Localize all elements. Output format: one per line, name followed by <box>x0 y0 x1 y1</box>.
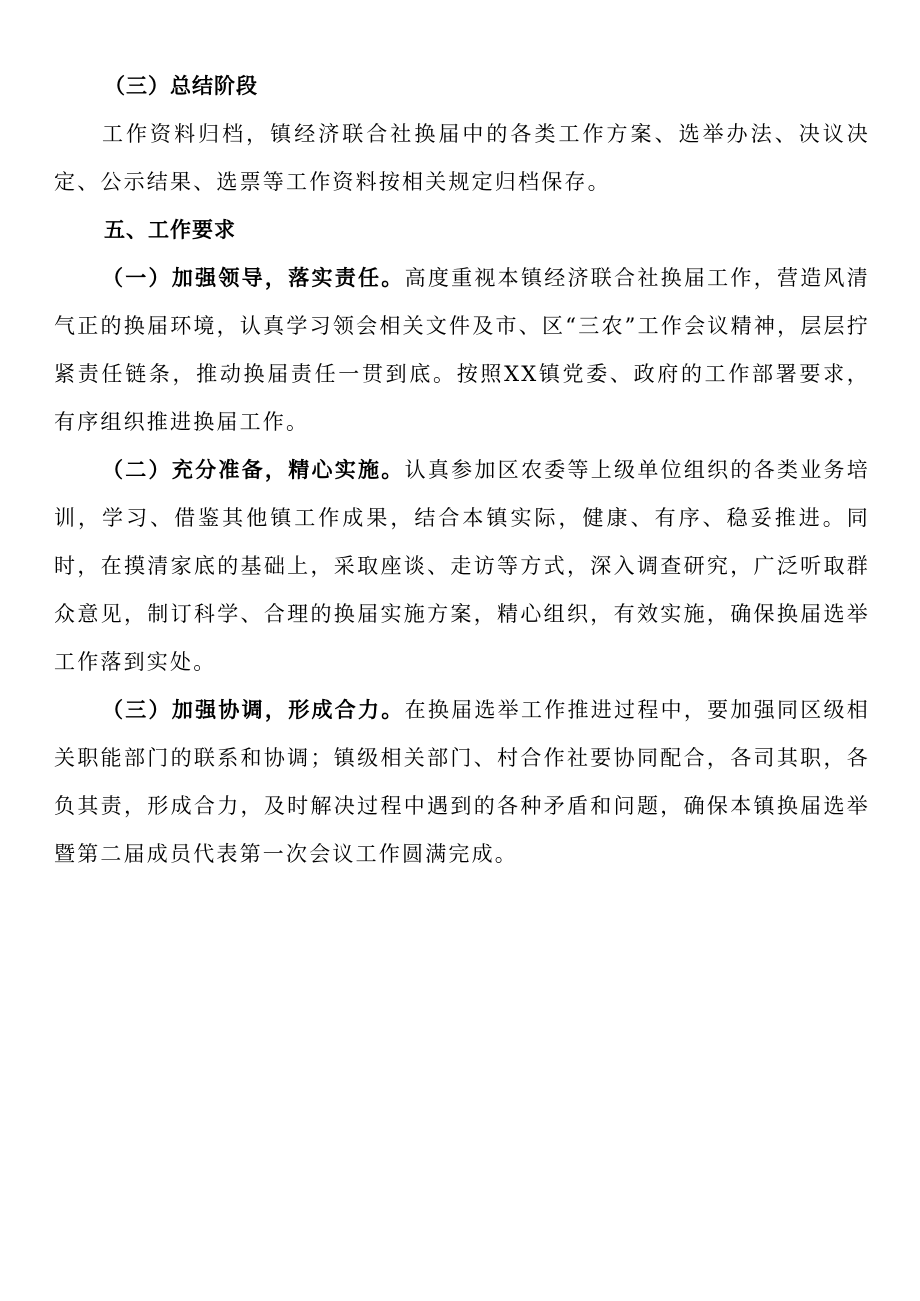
requirement-3-paragraph <box>54 686 870 878</box>
requirement-2-paragraph <box>54 446 870 686</box>
requirement-1-lead: （一）加强领导，落实责任。 <box>102 265 405 290</box>
requirement-2-lead: （二）充分准备，精心实施。 <box>102 457 405 482</box>
requirement-1-body: 高度重视本镇经济联合社换届工作，营造风清气正的换届环境，认真学习领会相关文件及市、区“三农”工作会议精神，层层拧紧责任链条，推动换届责任一贯到底。按照XX镇党委、政府的工作部署要求，有序组织推进换届工作。 <box>54 266 870 434</box>
section3-heading: （三）总结阶段 <box>104 73 258 98</box>
section3-paragraph: 工作资料归档，镇经济联合社换届中的各类工作方案、选举办法、决议决定、公示结果、选票等工作资料按相关规定归档保存。 <box>54 122 870 194</box>
requirement-2-body: 认真参加区农委等上级单位组织的各类业务培训，学习、借鉴其他镇工作成果，结合本镇实际，健康、有序、稳妥推进。同时，在摸清家底的基础上，采取座谈、走访等方式，深入调查研究，广泛听取群众意见，制订科学、合理的换届实施方案，精心组织，有效实施，确保换届选举工作落到实处。 <box>54 458 870 674</box>
requirement-3-body: 在换届选举工作推进过程中，要加强同区级相关职能部门的联系和协调；镇级相关部门、村合作社要协同配合，各司其职，各负其责，形成合力，及时解决过程中遇到的各种矛盾和问题，确保本镇换届选举暨第二届成员代表第一次会议工作圆满完成。 <box>54 698 870 866</box>
requirement-1-paragraph <box>54 254 870 446</box>
requirement-3-lead: （三）加强协调，形成合力。 <box>102 697 405 722</box>
section5-heading: 五、工作要求 <box>104 217 236 242</box>
